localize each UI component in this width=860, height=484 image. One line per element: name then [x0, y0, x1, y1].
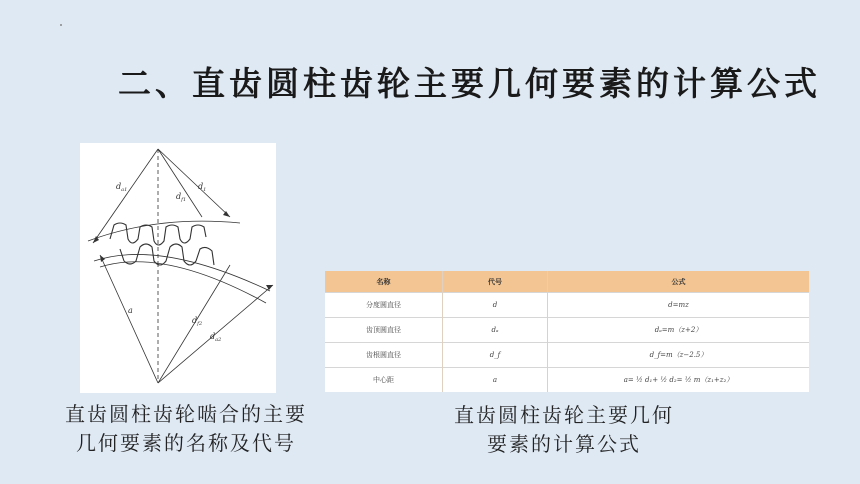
dim-line-df1 — [158, 149, 202, 217]
dim-line-da1-left — [93, 149, 158, 243]
dim-line-d1-right — [158, 149, 230, 217]
table-caption — [414, 401, 714, 459]
lower-circle-arc — [94, 254, 270, 291]
row-formula: d=mz — [548, 293, 810, 318]
dim-line-da2 — [158, 285, 273, 383]
label-df1: $d_{f1}$ — [176, 192, 187, 203]
label-a: a — [128, 306, 133, 315]
decorative-dot — [60, 24, 62, 26]
gear-mesh-diagram — [80, 143, 276, 393]
label-d1: $d_1$ — [198, 182, 207, 193]
row-symbol: dₐ — [443, 318, 548, 343]
row-symbol: a — [443, 368, 548, 393]
row-formula: a= ½ d₁+ ½ d₂= ½ m（z₁+z₂） — [548, 368, 810, 393]
header-name: 名称 — [325, 271, 443, 293]
label-da1: $d_{a1}$ — [116, 182, 128, 193]
table-row — [325, 368, 809, 393]
row-formula: dₐ=m（z+2） — [548, 318, 810, 343]
table-row — [325, 318, 809, 343]
row-symbol: d_f — [443, 343, 548, 368]
table-row — [325, 293, 809, 318]
table-caption-line1: 直齿圆柱齿轮主要几何 — [454, 403, 674, 427]
table-caption-line2: 要素的计算公式 — [487, 432, 641, 456]
table-row — [325, 343, 809, 368]
header-symbol: 代号 — [443, 271, 548, 293]
row-symbol: d — [443, 293, 548, 318]
label-da2: $d_{a2}$ — [210, 332, 222, 343]
row-name: 齿根圆直径 — [325, 343, 443, 368]
table-header-row — [325, 271, 809, 293]
formula-table — [325, 271, 809, 392]
row-name: 齿顶圆直径 — [325, 318, 443, 343]
dim-line-a — [100, 255, 158, 383]
figure-caption-line2: 几何要素的名称及代号 — [76, 431, 296, 455]
label-df2: $d_{f2}$ — [192, 316, 203, 327]
figure-caption-line1: 直齿圆柱齿轮啮合的主要 — [65, 402, 307, 426]
header-formula: 公式 — [671, 277, 686, 286]
row-formula: d_f=m（z−2.5） — [548, 343, 810, 368]
row-name: 分度圆直径 — [325, 293, 443, 318]
gear-mesh-svg — [80, 143, 276, 393]
formula-table-container — [325, 271, 809, 392]
row-name: 中心距 — [325, 368, 443, 393]
figure-caption — [38, 400, 334, 458]
page-title: 二、直齿圆柱齿轮主要几何要素的计算公式 — [118, 64, 821, 103]
lower-root-arc — [100, 262, 266, 303]
